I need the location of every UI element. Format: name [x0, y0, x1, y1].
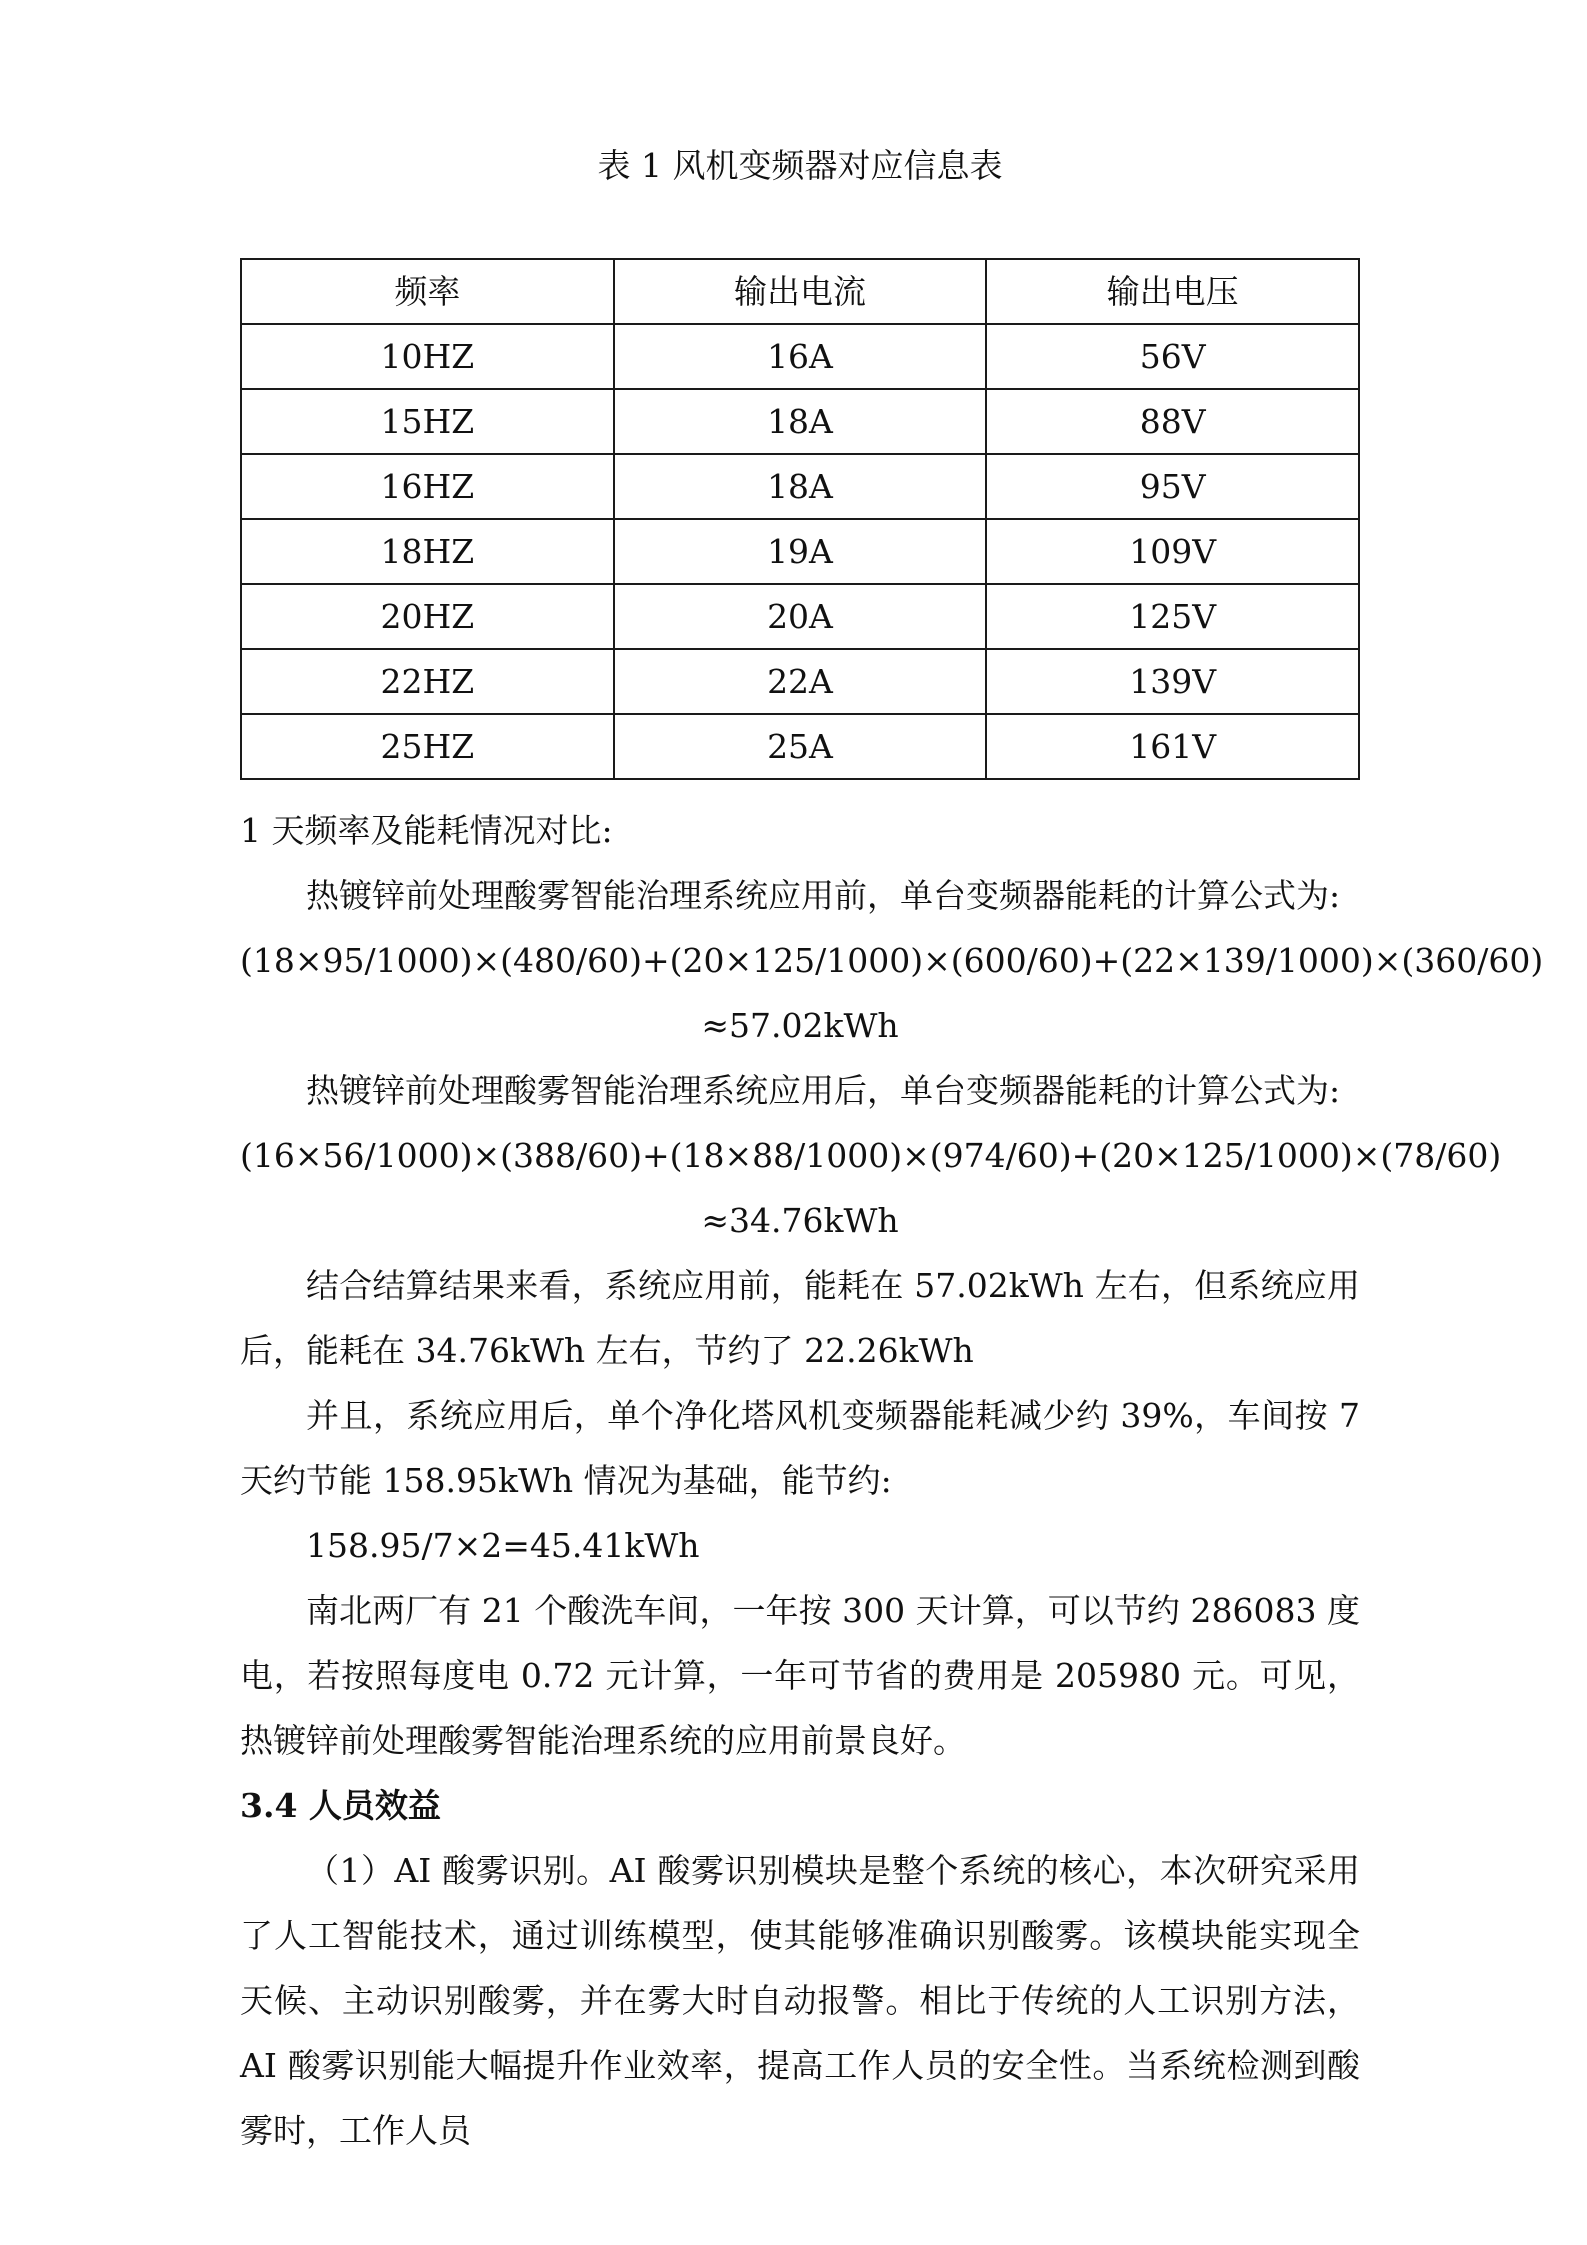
- section-heading-personnel-benefit: 3.4 人员效益: [240, 1786, 441, 1825]
- formula-weekly-saving: 158.95/7×2=45.41kWh: [306, 1526, 700, 1565]
- table-cell: 16A: [614, 324, 987, 389]
- table-cell: 22A: [614, 649, 987, 714]
- table-cell: 18HZ: [241, 519, 614, 584]
- table-row: [241, 649, 1359, 714]
- column-header-frequency: 频率: [241, 259, 614, 324]
- paragraph-formula-before-label: 热镀锌前处理酸雾智能治理系统应用前，单台变频器能耗的计算公式为:: [306, 876, 1341, 915]
- table-cell: 20A: [614, 584, 987, 649]
- table-row: [241, 519, 1359, 584]
- table-cell: 19A: [614, 519, 987, 584]
- paragraph-weekly-saving: 并且，系统应用后，单个净化塔风机变频器能耗减少约 39%，车间按 7 天约节能 158.95kWh 情况为基础，能节约:: [240, 1396, 1360, 1500]
- document-body: [240, 798, 1544, 2163]
- table-row: [241, 389, 1359, 454]
- table-cell: 10HZ: [241, 324, 614, 389]
- paragraph-ai-acid-mist-recognition: （1）AI 酸雾识别。AI 酸雾识别模块是整个系统的核心，本次研究采用了人工智能技术，通过训练模型，使其能够准确识别酸雾。该模块能实现全天候、主动识别酸雾，并在雾大时自动报警。相比于传统的人工识别方法，AI 酸雾识别能大幅提升作业效率，提高工作人员的安全性。当系统检测到酸雾时，工作人员: [240, 1851, 1360, 2150]
- table-caption: 表 1 风机变频器对应信息表: [597, 146, 1003, 185]
- table-row: [241, 454, 1359, 519]
- table-cell: 22HZ: [241, 649, 614, 714]
- table-cell: 15HZ: [241, 389, 614, 454]
- table-cell: 20HZ: [241, 584, 614, 649]
- result-energy-before: ≈57.02kWh: [701, 1006, 899, 1045]
- column-header-output-current: 输出电流: [614, 259, 987, 324]
- table-cell: 18A: [614, 454, 987, 519]
- table-cell: 25A: [614, 714, 987, 779]
- table-cell: 139V: [986, 649, 1359, 714]
- table-cell: 16HZ: [241, 454, 614, 519]
- table-cell: 125V: [986, 584, 1359, 649]
- table-body: [241, 324, 1359, 779]
- table-header-row: [241, 259, 1359, 324]
- result-energy-after: ≈34.76kWh: [701, 1201, 899, 1240]
- table-cell: 25HZ: [241, 714, 614, 779]
- table-cell: 109V: [986, 519, 1359, 584]
- paragraph-daily-comparison-intro: 1 天频率及能耗情况对比:: [240, 811, 613, 850]
- table-cell: 161V: [986, 714, 1359, 779]
- table-row: [241, 584, 1359, 649]
- column-header-output-voltage: 输出电压: [986, 259, 1359, 324]
- table-cell: 18A: [614, 389, 987, 454]
- table-row: [241, 324, 1359, 389]
- paragraph-formula-after-label: 热镀锌前处理酸雾智能治理系统应用后，单台变频器能耗的计算公式为:: [306, 1071, 1341, 1110]
- formula-energy-after: (16×56/1000)×(388/60)+(18×88/1000)×(974/60)+(20×125/1000)×(78/60): [240, 1136, 1502, 1175]
- paragraph-annual-saving: 南北两厂有 21 个酸洗车间，一年按 300 天计算，可以节约 286083 度电，若按照每度电 0.72 元计算，一年可节省的费用是 205980 元。可见，热镀锌前处理酸雾智能治理系统的应用前景良好。: [240, 1591, 1360, 1760]
- fan-inverter-info-table: [240, 258, 1360, 780]
- table-cell: 88V: [986, 389, 1359, 454]
- table-cell: 56V: [986, 324, 1359, 389]
- paragraph-result-comparison: 结合结算结果来看，系统应用前，能耗在 57.02kWh 左右，但系统应用后，能耗在 34.76kWh 左右，节约了 22.26kWh: [240, 1266, 1360, 1370]
- table-row: [241, 714, 1359, 779]
- formula-energy-before: (18×95/1000)×(480/60)+(20×125/1000)×(600/60)+(22×139/1000)×(360/60): [240, 941, 1544, 980]
- table-cell: 95V: [986, 454, 1359, 519]
